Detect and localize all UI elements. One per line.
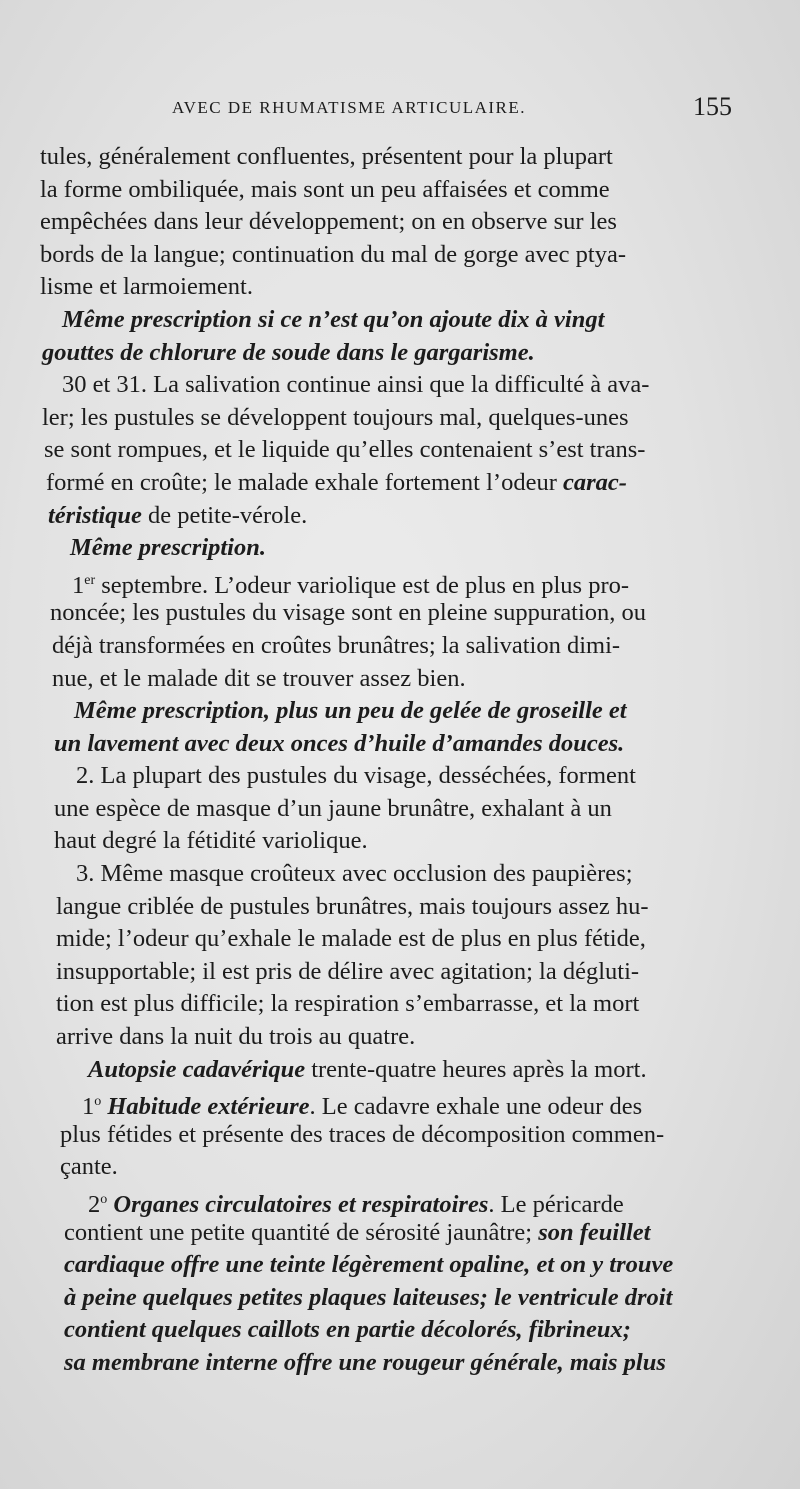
- text-line: [40, 174, 760, 207]
- text-line: [40, 532, 760, 565]
- line-number-prefix: 1: [72, 571, 85, 599]
- page-header: [172, 92, 732, 124]
- line-text: insupportable; il est pris de délire avec agitation; la dégluti-: [56, 957, 640, 985]
- italic-lead: Organes circulatoires et respiratoires: [113, 1191, 489, 1219]
- line-number-prefix: 1: [82, 1093, 95, 1121]
- line-text: langue criblée de pustules brunâtres, mais toujours assez hu-: [56, 892, 649, 920]
- line-text: de petite-vérole.: [141, 501, 308, 529]
- page-number: 155: [693, 92, 732, 121]
- text-line: [40, 630, 760, 663]
- text-line: [40, 956, 760, 989]
- line-text: mide; l’odeur qu’exhale le malade est de plus en plus fétide,: [56, 925, 646, 953]
- text-line: [40, 858, 760, 891]
- italic-lead: Autopsie cadavérique: [88, 1055, 306, 1083]
- line-text: Même prescription.: [70, 534, 266, 562]
- line-text: la forme ombiliquée, mais sont un peu affaisées et comme: [40, 175, 610, 203]
- line-text: . Le cadavre exhale une odeur des: [309, 1093, 643, 1121]
- line-text: trente-quatre heures après la mort.: [305, 1055, 647, 1083]
- text-line: [40, 467, 760, 500]
- text-line: [40, 1282, 760, 1315]
- text-line: [40, 1347, 760, 1380]
- text-line: [40, 1021, 760, 1054]
- line-text: ler; les pustules se développent toujours mal, quelques-unes: [42, 403, 629, 431]
- text-line: [40, 793, 760, 826]
- italic-lead: Habitude extérieure: [107, 1093, 310, 1121]
- line-text: une espèce de masque d’un jaune brunâtre, exhalant à un: [54, 794, 612, 822]
- line-text: . Le péricarde: [488, 1191, 624, 1219]
- line-text: haut degré la fétidité variolique.: [54, 827, 368, 855]
- line-text: 3. Même masque croûteux avec occlusion des paupières;: [76, 860, 633, 888]
- text-line: [40, 1054, 760, 1087]
- line-text: formé en croûte; le malade exhale fortement l’odeur: [46, 468, 557, 496]
- ordinal-superscript: o: [100, 1192, 108, 1207]
- line-text: empêchées dans leur développement; on en observe sur les: [40, 208, 617, 236]
- line-text: tion est plus difficile; la respiration s’embarrasse, et la mort: [56, 990, 640, 1018]
- text-line: [40, 760, 760, 793]
- line-text: plus fétides et présente des traces de décomposition commen-: [60, 1120, 665, 1148]
- text-line: [40, 565, 760, 598]
- line-text: çante.: [60, 1153, 118, 1181]
- line-text: 30 et 31. La salivation continue ainsi que la difficulté à ava-: [62, 371, 650, 399]
- italic-tail: son feuillet: [538, 1218, 651, 1246]
- text-line: [40, 337, 760, 370]
- line-text: sa membrane interne offre une rougeur générale, mais plus: [64, 1348, 666, 1376]
- line-text: contient une petite quantité de sérosité jaunâtre;: [64, 1218, 533, 1246]
- text-line: [40, 663, 760, 696]
- text-line: [40, 1249, 760, 1282]
- text-line: [40, 141, 760, 174]
- ordinal-superscript: o: [94, 1094, 102, 1110]
- line-text: noncée; les pustules du visage sont en pleine suppuration, ou: [50, 599, 647, 627]
- text-line: [40, 597, 760, 630]
- line-text: contient quelques caillots en partie décolorés, fibrineux;: [64, 1316, 631, 1344]
- line-text: cardiaque offre une teinte légèrement opaline, et on y trouve: [64, 1251, 674, 1279]
- text-line: [40, 695, 760, 728]
- text-line: [40, 1119, 760, 1152]
- text-line: [40, 728, 760, 761]
- ordinal-superscript: er: [84, 572, 96, 588]
- text-line: [40, 988, 760, 1021]
- line-text: à peine quelques petites plaques laiteuses; le ventricule droit: [64, 1283, 673, 1311]
- line-text: nue, et le malade dit se trouver assez bien.: [52, 664, 466, 692]
- line-text: se sont rompues, et le liquide qu’elles contenaient s’est trans-: [44, 436, 646, 464]
- text-line: [40, 1314, 760, 1347]
- line-text: gouttes de chlorure de soude dans le gargarisme.: [42, 338, 535, 366]
- text-line: [40, 369, 760, 402]
- running-title: AVEC DE RHUMATISME ARTICULAIRE.: [172, 98, 527, 117]
- line-text: tules, généralement confluentes, présentent pour la plupart: [40, 143, 613, 170]
- text-line: [40, 500, 760, 533]
- line-text: Même prescription, plus un peu de gelée de groseille et: [74, 697, 627, 725]
- text-line: [40, 271, 760, 304]
- italic-lead: téristique: [48, 501, 142, 529]
- italic-tail: carac-: [562, 468, 627, 496]
- body-text: [40, 141, 760, 1380]
- text-line: [40, 1086, 760, 1119]
- text-line: [40, 1184, 760, 1217]
- text-line: [40, 825, 760, 858]
- text-line: [40, 891, 760, 924]
- line-text: déjà transformées en croûtes brunâtres; la salivation dimi-: [52, 631, 621, 659]
- text-line: [40, 434, 760, 467]
- line-text: 2. La plupart des pustules du visage, desséchées, forment: [76, 762, 636, 790]
- text-line: [40, 1151, 760, 1184]
- line-text: arrive dans la nuit du trois au quatre.: [56, 1023, 416, 1051]
- line-text: lisme et larmoiement.: [40, 273, 253, 301]
- text-line: [40, 239, 760, 272]
- text-line: [40, 923, 760, 956]
- line-number-prefix: 2: [88, 1191, 101, 1219]
- text-line: [40, 304, 760, 337]
- line-text: Même prescription si ce n’est qu’on ajoute dix à vingt: [62, 305, 605, 333]
- text-line: [40, 206, 760, 239]
- line-text: bords de la langue; continuation du mal de gorge avec ptya-: [40, 240, 627, 268]
- line-text: un lavement avec deux onces d’huile d’amandes douces.: [54, 729, 625, 757]
- text-line: [40, 402, 760, 435]
- text-line: [40, 1217, 760, 1250]
- line-text: septembre. L’odeur variolique est de plus en plus pro-: [101, 571, 630, 599]
